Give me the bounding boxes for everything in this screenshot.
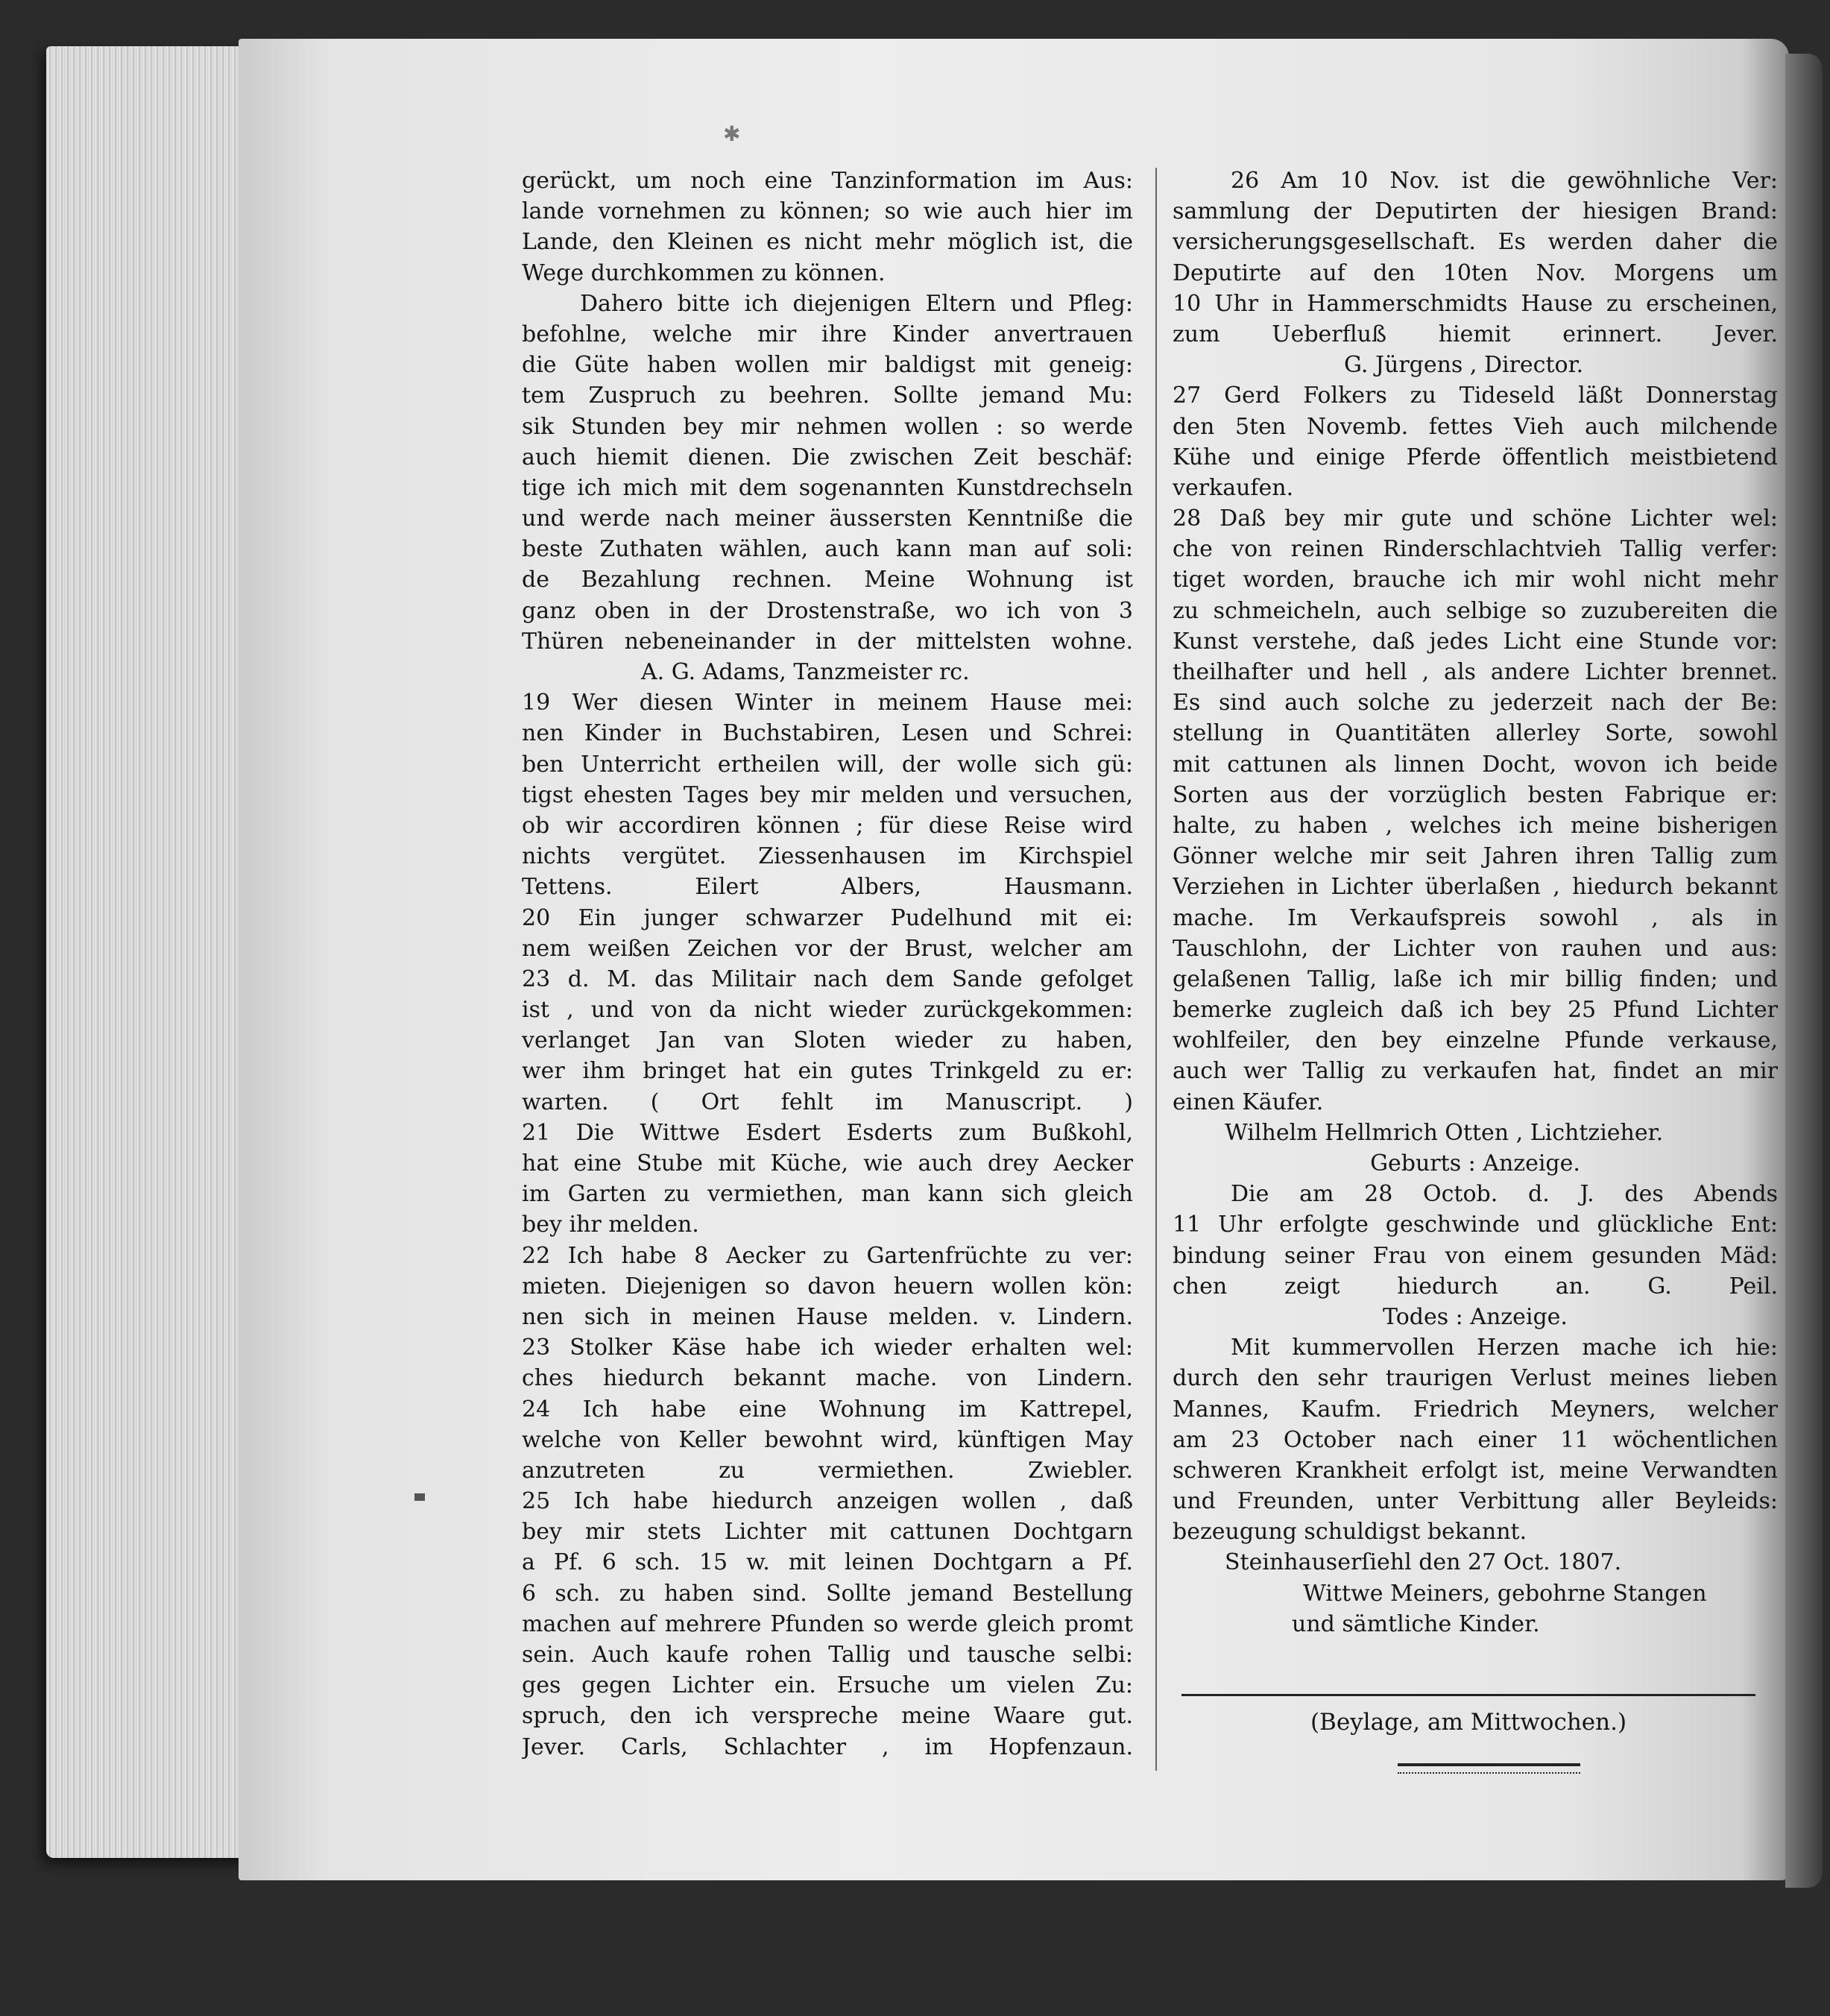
section-heading: Geburts : Anzeige. xyxy=(1370,1150,1580,1176)
text-line: bindung seiner Frau von einem gesunden Mäd: xyxy=(1173,1242,1778,1269)
text-line: beste Zuthaten wählen, auch kann man auf soli: xyxy=(522,536,1133,563)
text-line: und Freunden, unter Verbittung aller Beyleids: xyxy=(1173,1488,1778,1515)
text-line: nen sich in meinen Hause melden. v. Lindern. xyxy=(522,1303,1133,1330)
text-line: und werde nach meiner äussersten Kenntniße die xyxy=(522,505,1133,532)
right-text-column xyxy=(1173,166,1778,1639)
text-line: Kühe und einige Pferde öffentlich meistbietend xyxy=(1173,444,1778,470)
text-line: Mit kummervollen Herzen mache ich hie: xyxy=(1231,1335,1778,1361)
text-line: spruch, den ich verspreche meine Waare gut. xyxy=(522,1703,1133,1730)
text-line: 24 Ich habe eine Wohnung im Kattrepel, xyxy=(522,1396,1133,1423)
date-line: Steinhauserſiehl den 27 Oct. 1807. xyxy=(1225,1549,1622,1576)
text-line: die Güte haben wollen mir baldigst mit geneig: xyxy=(522,352,1133,379)
text-line: auch hiemit dienen. Die zwischen Zeit beschäf: xyxy=(522,444,1133,470)
text-line: chen zeigt hiedurch an. G. Peil. xyxy=(1173,1273,1778,1300)
text-line: mit cattunen als linnen Docht, wovon ich beide xyxy=(1173,751,1778,778)
text-line: halte, zu haben , welches ich meine bisherigen xyxy=(1173,812,1778,839)
signature-line: und sämtliche Kinder. xyxy=(1292,1610,1540,1637)
text-line: ges gegen Lichter ein. Ersuche um vielen Zu: xyxy=(522,1672,1133,1699)
text-line: 25 Ich habe hiedurch anzeigen wollen , daß xyxy=(522,1488,1133,1515)
print-mark-icon: ✱ xyxy=(723,122,741,146)
text-line: Sorten aus der vorzüglich besten Fabrique er: xyxy=(1173,781,1778,808)
text-line: befohlne, welche mir ihre Kinder anvertrauen xyxy=(522,321,1133,347)
text-line: tem Zuspruch zu beehren. Sollte jemand Mu: xyxy=(522,382,1133,409)
text-line: 22 Ich habe 8 Aecker zu Gartenfrüchte zu ver: xyxy=(522,1242,1133,1269)
text-line: Tettens. Eilert Albers, Hausmann. xyxy=(522,874,1133,901)
text-line: Tauschlohn, der Lichter von rauhen und aus: xyxy=(1173,935,1778,962)
book-page-stack xyxy=(46,46,255,1858)
text-line: machen auf mehrere Pfunden so werde gleich promt xyxy=(522,1610,1133,1637)
text-line: wohlfeiler, den bey einzelne Pfunde verkause, xyxy=(1173,1027,1778,1054)
text-line: Thüren nebeneinander in der mittelsten wohne. xyxy=(522,628,1133,655)
section-heading: Todes : Anzeige. xyxy=(1383,1303,1568,1330)
text-line: 27 Gerd Folkers zu Tideseld läßt Donnerstag xyxy=(1173,382,1778,409)
text-line: 26 Am 10 Nov. ist die gewöhnliche Ver: xyxy=(1231,168,1778,194)
text-line: 10 Uhr in Hammerschmidts Hause zu erscheinen, xyxy=(1173,290,1778,317)
text-line: ob wir accordiren können ; für diese Reise wird xyxy=(522,812,1133,839)
text-line: welche von Keller bewohnt wird, künftigen May xyxy=(522,1426,1133,1453)
text-line: Lande, den Kleinen es nicht mehr möglich ist, die xyxy=(522,229,1133,256)
text-line: verlanget Jan van Sloten wieder zu haben, xyxy=(522,1027,1133,1054)
text-line: Wege durchkommen zu können. xyxy=(522,259,886,286)
signature-line: Wittwe Meiners, gebohrne Stangen xyxy=(1303,1580,1707,1607)
bottom-rule xyxy=(1181,1694,1755,1696)
text-line: ganz oben in der Drostenstraße, wo ich von 3 xyxy=(522,597,1133,624)
text-line: a Pf. 6 sch. 15 w. mit leinen Dochtgarn a Pf. xyxy=(522,1549,1133,1576)
text-line: 23 Stolker Käse habe ich wieder erhalten wel: xyxy=(522,1335,1133,1361)
text-line: den 5ten Novemb. fettes Vieh auch milchende xyxy=(1173,413,1778,440)
text-line: bey ihr melden. xyxy=(522,1212,699,1238)
text-line: Deputirte auf den 10ten Nov. Morgens um xyxy=(1173,259,1778,286)
text-line: zu schmeicheln, auch selbige so zuzubereiten die xyxy=(1173,597,1778,624)
text-line: Mannes, Kaufm. Friedrich Meyners, welcher xyxy=(1173,1396,1778,1423)
text-line: lande vornehmen zu können; so wie auch hier im xyxy=(522,198,1133,225)
text-line: 20 Ein junger schwarzer Pudelhund mit ei: xyxy=(522,904,1133,931)
text-line: tigst ehesten Tages bey mir melden und versuchen, xyxy=(522,781,1133,808)
text-line: anzutreten zu vermiethen. Zwiebler. xyxy=(522,1457,1133,1484)
text-line: mache. Im Verkaufspreis sowohl , als in xyxy=(1173,904,1778,931)
text-line: 6 sch. zu haben sind. Sollte jemand Bestellung xyxy=(522,1580,1133,1607)
text-line: verkaufen. xyxy=(1173,474,1294,501)
signature-line: G. Jürgens , Director. xyxy=(1344,352,1584,379)
signature-line: A. G. Adams, Tanzmeister rc. xyxy=(641,659,970,685)
text-line: ches hiedurch bekannt mache. von Lindern. xyxy=(522,1365,1133,1392)
text-line: 23 d. M. das Militair nach dem Sande gefolget xyxy=(522,966,1133,992)
text-line: warten. ( Ort fehlt im Manuscript. ) xyxy=(522,1089,1133,1115)
margin-mark xyxy=(414,1493,425,1501)
end-ornament xyxy=(1398,1763,1580,1774)
text-line: tige ich mich mit dem sogenannten Kunstdrechseln xyxy=(522,474,1133,501)
text-line: nichts vergütet. Ziessenhausen im Kirchspiel xyxy=(522,843,1133,870)
text-line: bemerke zugleich daß ich bey 25 Pfund Lichter xyxy=(1173,997,1778,1024)
text-line: 11 Uhr erfolgte geschwinde und glückliche Ent: xyxy=(1173,1212,1778,1238)
text-line: schweren Krankheit erfolgt ist, meine Verwandten xyxy=(1173,1457,1778,1484)
text-line: bey mir stets Lichter mit cattunen Dochtgarn xyxy=(522,1519,1133,1546)
text-line: theilhafter und hell , als andere Lichter brennet. xyxy=(1173,659,1778,685)
text-line: durch den sehr traurigen Verlust meines lieben xyxy=(1173,1365,1778,1392)
text-line: gerückt, um noch eine Tanzinformation im Aus: xyxy=(522,168,1133,194)
page-gutter-edge xyxy=(1785,54,1823,1888)
text-line: Dahero bitte ich diejenigen Eltern und Pfleg: xyxy=(580,290,1133,317)
text-line: Verziehen in Lichter überlaßen , hiedurch bekannt xyxy=(1173,874,1778,901)
text-line: che von reinen Rinderschlachtvieh Tallig verfer: xyxy=(1173,536,1778,563)
text-line: mieten. Diejenigen so davon heuern wollen kön: xyxy=(522,1273,1133,1300)
text-line: stellung in Quantitäten allerley Sorte, sowohl xyxy=(1173,720,1778,747)
text-line: sein. Auch kaufe rohen Tallig und tausche selbi: xyxy=(522,1642,1133,1668)
supplement-note: (Beylage, am Mittwochen.) xyxy=(1310,1709,1627,1736)
text-line: tiget worden, brauche ich mir wohl nicht mehr xyxy=(1173,567,1778,593)
text-line: Kunst verstehe, daß jedes Licht eine Stunde vor: xyxy=(1173,628,1778,655)
text-line: 21 Die Wittwe Esdert Esderts zum Bußkohl, xyxy=(522,1119,1133,1146)
text-line: auch wer Tallig zu verkaufen hat, findet an mir xyxy=(1173,1058,1778,1085)
text-line: im Garten zu vermiethen, man kann sich gleich xyxy=(522,1181,1133,1208)
column-divider xyxy=(1155,168,1157,1771)
text-line: hat eine Stube mit Küche, wie auch drey Aecker xyxy=(522,1150,1133,1176)
text-line: 28 Daß bey mir gute und schöne Lichter wel: xyxy=(1173,505,1778,532)
text-line: einen Käufer. xyxy=(1173,1089,1324,1115)
text-line: bezeugung schuldigst bekannt. xyxy=(1173,1519,1527,1546)
text-line: 19 Wer diesen Winter in meinem Hause mei: xyxy=(522,690,1133,716)
text-line: sik Stunden bey mir nehmen wollen : so werde xyxy=(522,413,1133,440)
text-line: nen Kinder in Buchstabiren, Lesen und Schrei: xyxy=(522,720,1133,747)
text-line: Die am 28 Octob. d. J. des Abends xyxy=(1231,1181,1778,1208)
text-line: wer ihm bringet hat ein gutes Trinkgeld zu er: xyxy=(522,1058,1133,1085)
text-line: nem weißen Zeichen vor der Brust, welcher am xyxy=(522,935,1133,962)
text-line: de Bezahlung rechnen. Meine Wohnung ist xyxy=(522,567,1133,593)
text-line: sammlung der Deputirten der hiesigen Brand: xyxy=(1173,198,1778,225)
text-line: Es sind auch solche zu jederzeit nach der Be: xyxy=(1173,690,1778,716)
text-line: Gönner welche mir seit Jahren ihren Tallig zum xyxy=(1173,843,1778,870)
text-line: ben Unterricht ertheilen will, der wolle sich gü: xyxy=(522,751,1133,778)
text-line: versicherungsgesellschaft. Es werden daher die xyxy=(1173,229,1778,256)
text-line: ist , und von da nicht wieder zurückgekommen: xyxy=(522,997,1133,1024)
text-line: Jever. Carls, Schlachter , im Hopfenzaun. xyxy=(522,1733,1133,1760)
text-line: gelaßenen Tallig, laße ich mir billig finden; und xyxy=(1173,966,1778,992)
signature-line: Wilhelm Hellmrich Otten , Lichtzieher. xyxy=(1225,1119,1664,1146)
left-text-column xyxy=(522,166,1133,1763)
text-line: zum Ueberfluß hiemit erinnert. Jever. xyxy=(1173,321,1778,347)
text-line: am 23 October nach einer 11 wöchentlichen xyxy=(1173,1426,1778,1453)
